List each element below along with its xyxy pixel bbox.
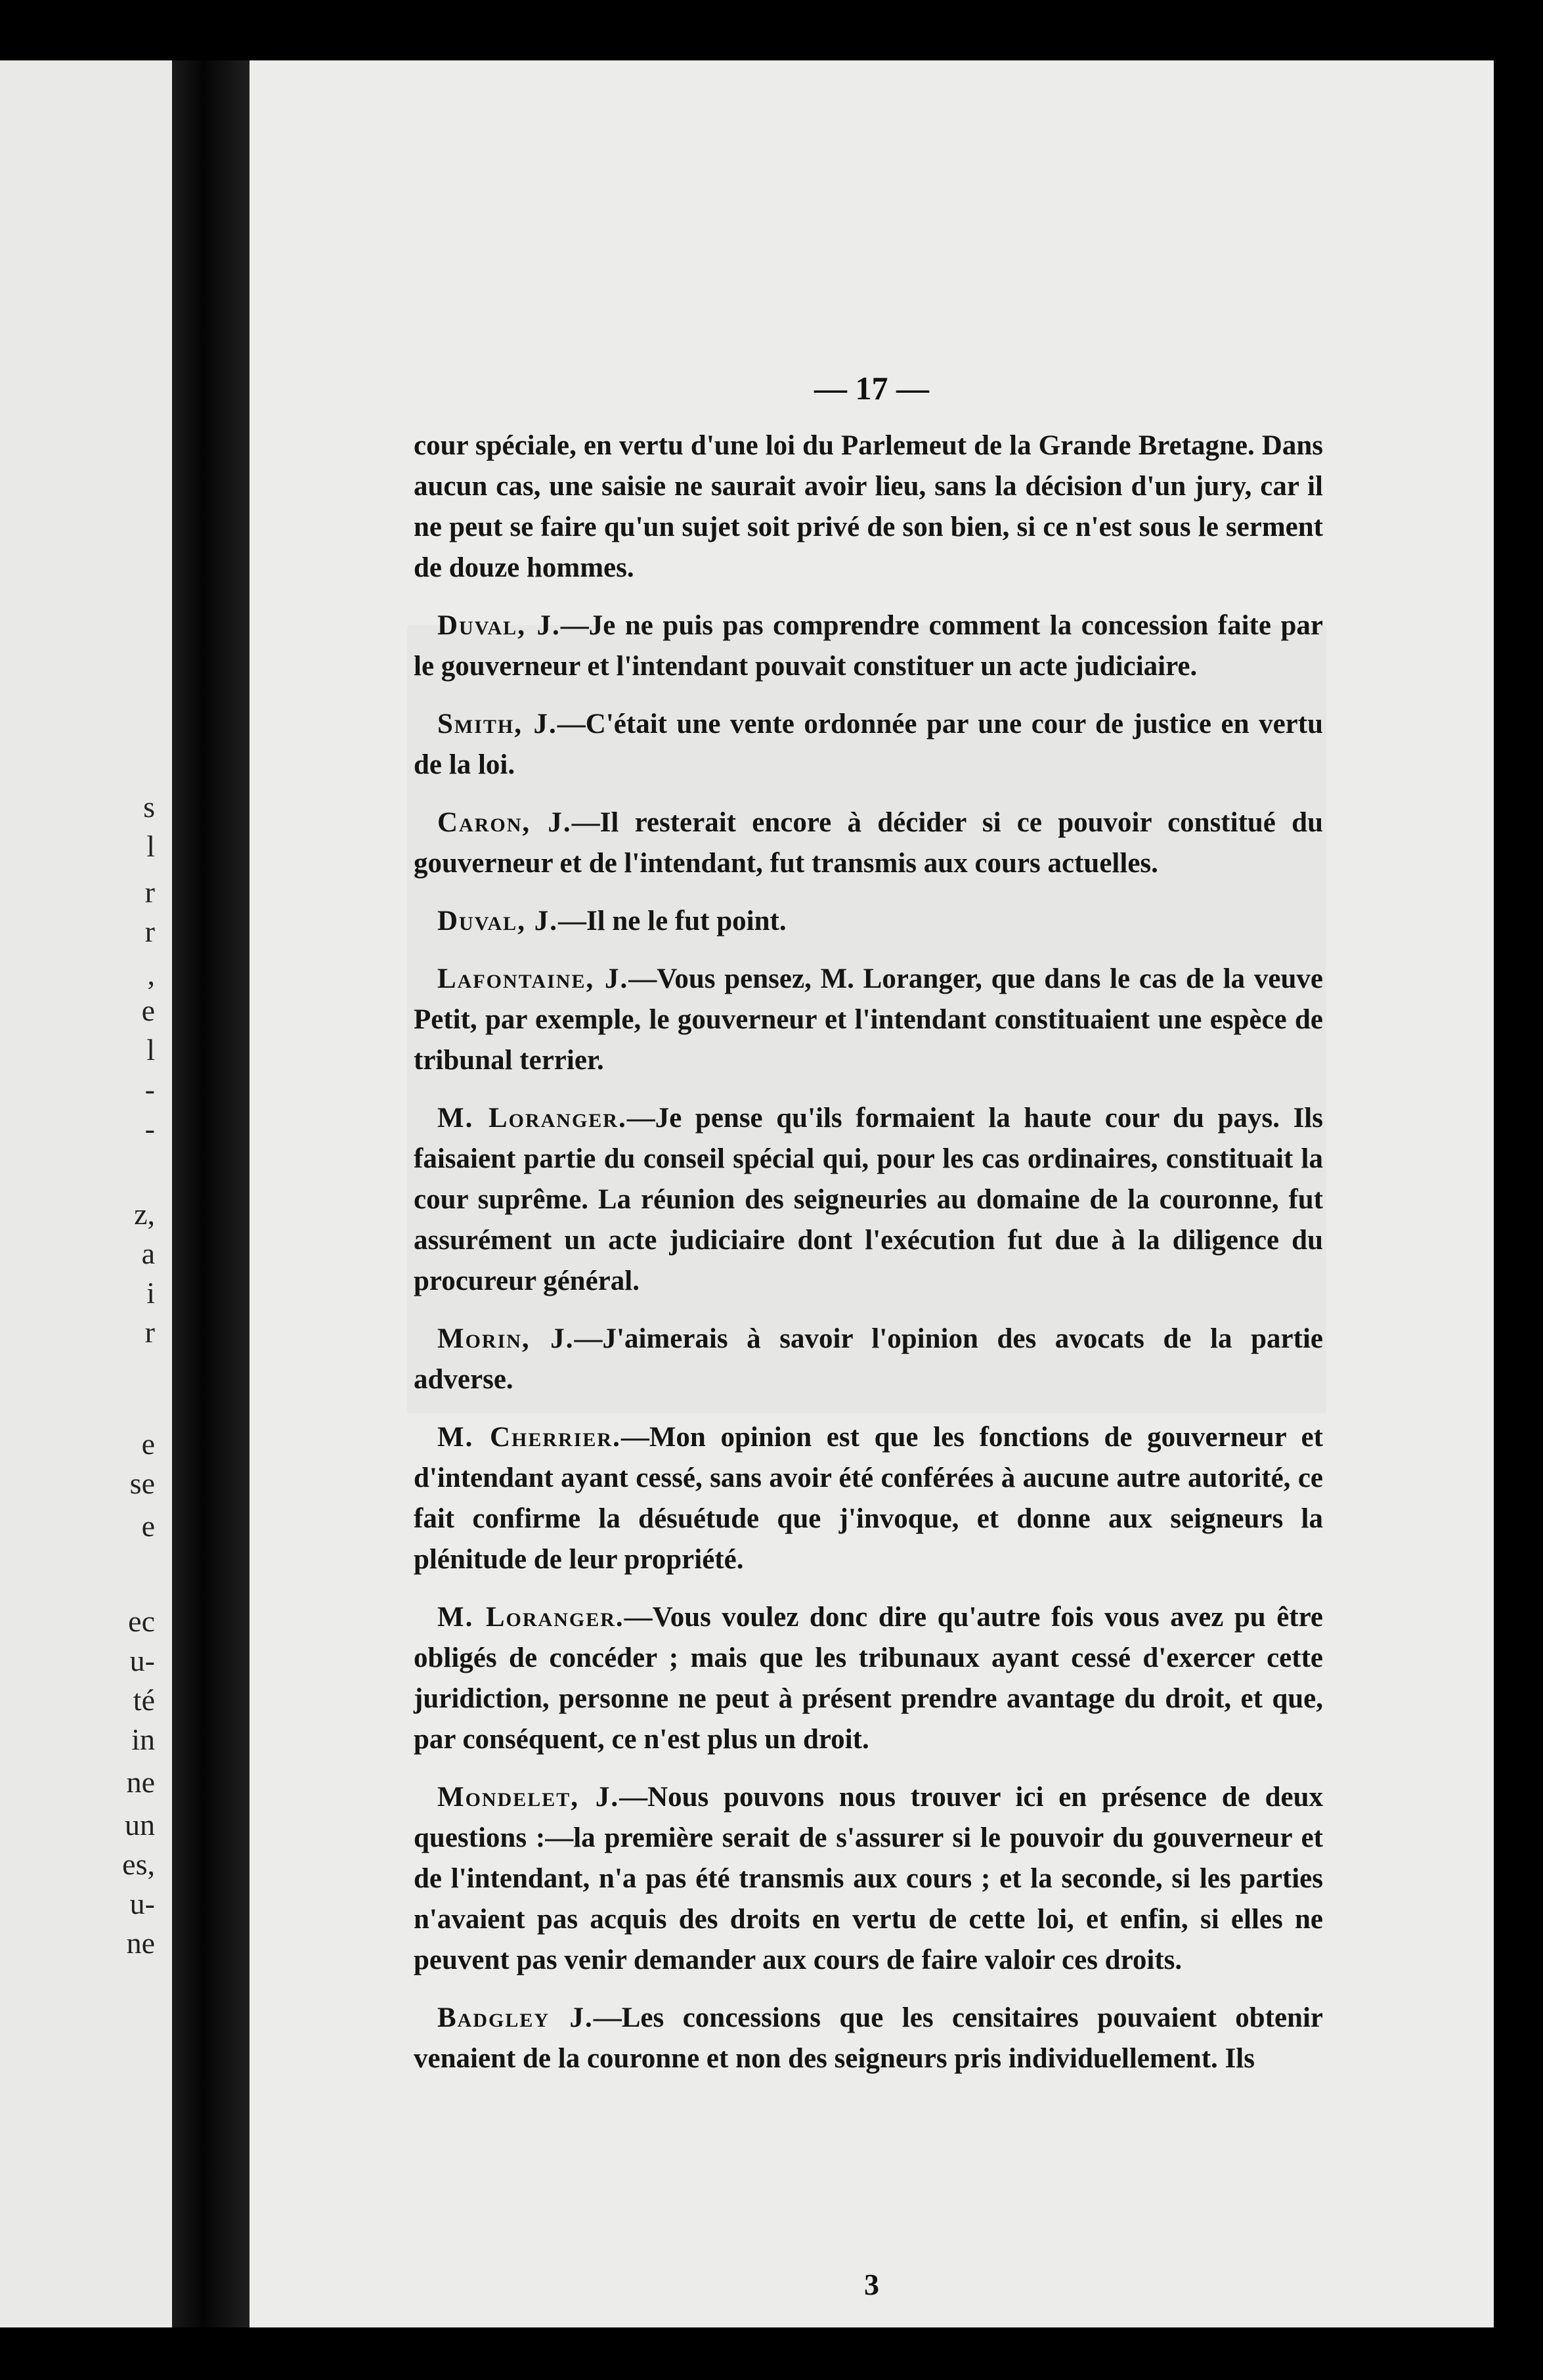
- signature-mark: 3: [864, 2268, 879, 2301]
- speaker-name: M. Loranger.: [437, 1602, 624, 1633]
- paragraph: [414, 1417, 1323, 1580]
- book-page: [250, 60, 1494, 2327]
- fragment-text: l: [146, 829, 155, 863]
- fragment-text: -: [144, 1072, 155, 1106]
- speaker-name: M. Loranger.: [437, 1103, 627, 1134]
- paragraph-text: —Les concessions que les censitaires pouvaient obtenir venaient de la couronne et non des seigneurs pris individuellement. Ils: [414, 2002, 1323, 2074]
- paragraph-text: —Je pense qu'ils formaient la haute cour du pays. Ils faisaient partie du conseil spécial qui, pour les cas ordinaires, constituait la cour suprême. La réunion des seigneuries au domaine de la couronne, fut assurément un acte judiciaire dont l'exécution fut due à la diligence du procureur général.: [414, 1103, 1323, 1296]
- facing-page-fragment: [0, 60, 172, 2327]
- fragment-text: se: [129, 1466, 155, 1500]
- speaker-name: Lafontaine, J.: [437, 963, 629, 994]
- paragraph-text: —Il resterait encore à décider si ce pouvoir constitué du gouverneur et de l'intendant, fut transmis aux cours actuelles.: [414, 807, 1323, 879]
- speaker-name: Morin, J.: [437, 1323, 575, 1354]
- paragraph: [414, 1998, 1323, 2079]
- speaker-name: Duval, J.: [437, 610, 561, 641]
- fragment-text: un: [125, 1808, 155, 1841]
- fragment-text: r: [144, 875, 155, 909]
- page-number: — 17 —: [814, 370, 929, 407]
- paragraph: [414, 901, 1323, 942]
- fragment-text: i: [146, 1276, 155, 1310]
- paragraph-text: —J'aimerais à savoir l'opinion des avocats de la partie adverse.: [414, 1323, 1323, 1395]
- fragment-text: r: [144, 1315, 155, 1349]
- paragraph: [414, 1777, 1323, 1981]
- fragment-text: es,: [122, 1847, 155, 1881]
- speaker-name: M. Cherrier.: [437, 1422, 621, 1453]
- fragment-text: r: [144, 915, 155, 948]
- paragraph-text: —C'était une vente ordonnée par une cour de justice en vertu de la loi.: [414, 709, 1323, 780]
- book-gutter: [172, 60, 250, 2327]
- paragraph-text: cour spéciale, en vertu d'une loi du Parlemeut de la Grande Bretagne. Dans aucun cas, une saisie ne saurait avoir lieu, sans la décision d'un jury, car il ne peut se faire qu'un sujet soit privé de son bien, si ce n'est sous le serment de douze hommes.: [414, 430, 1323, 583]
- fragment-text: a: [141, 1237, 155, 1270]
- paragraph-text: —Je ne puis pas comprendre comment la concession faite par le gouverneur et l'intendant pouvait constituer un acte judiciaire.: [414, 610, 1323, 682]
- fragment-text: e: [141, 1509, 155, 1543]
- paragraph: [414, 426, 1323, 588]
- fragment-text: ne: [126, 1765, 155, 1799]
- fragment-text: ec: [128, 1604, 155, 1638]
- fragment-text: z,: [134, 1197, 155, 1231]
- speaker-name: Caron, J.: [437, 807, 572, 838]
- paragraph: [414, 1319, 1323, 1400]
- fragment-text: -: [144, 1112, 155, 1145]
- fragment-text: u-: [129, 1644, 155, 1677]
- paragraph-text: —Vous voulez donc dire qu'autre fois vous avez pu être obligés de concéder ; mais que les tribunaux ayant cessé d'exercer cette juridiction, personne ne peut à présent prendre avantage du droit, et que, par conséquent, ce n'est plus un droit.: [414, 1602, 1324, 1755]
- fragment-text: té: [133, 1683, 155, 1717]
- scan-border: [1494, 60, 1543, 2327]
- fragment-text: u-: [129, 1887, 155, 1920]
- paragraph: [414, 1098, 1323, 1302]
- paragraph: [414, 704, 1323, 785]
- paragraph: [414, 959, 1323, 1081]
- fragment-text: e: [141, 994, 155, 1027]
- paragraph-text: —Il ne le fut point.: [557, 906, 787, 937]
- paragraph: [414, 1597, 1323, 1760]
- fragment-text: ne: [126, 1926, 155, 1960]
- fragment-text: l: [146, 1033, 155, 1067]
- fragment-text: ,: [147, 958, 155, 991]
- paragraph: [414, 803, 1323, 884]
- paragraph-text: —Vous pensez, M. Loranger, que dans le cas de la veuve Petit, par exemple, le gouverneur et l'intendant constituaient une espèce de tribunal terrier.: [414, 963, 1323, 1076]
- fragment-text: s: [143, 790, 155, 824]
- speaker-name: Mondelet, J.: [437, 1782, 620, 1813]
- paragraph-text: —Nous pouvons nous trouver ici en présence de deux questions :—la première serait de s'assurer si le pouvoir du gouverneur et de l'intendant, n'a pas été transmis aux cours ; et la seconde, si les parties n'avaient pas acquis des droits en vertu de cette loi, et enfin, si elles ne peuvent pas venir demander aux cours de faire valoir ces droits.: [414, 1782, 1324, 1975]
- body-text: [414, 426, 1323, 2096]
- fragment-text: e: [141, 1427, 155, 1461]
- paragraph-text: —Mon opinion est que les fonctions de gouverneur et d'intendant ayant cessé, sans avoir été conférées à aucune autre autorité, ce fait confirme la désuétude que j'invoque, et donne aux seigneurs la plénitude de leur propriété.: [414, 1422, 1323, 1575]
- paragraph: [414, 606, 1323, 687]
- fragment-text: in: [131, 1723, 155, 1756]
- speaker-name: Smith, J.: [437, 709, 557, 739]
- speaker-name: Badgley J.: [437, 2002, 594, 2033]
- speaker-name: Duval, J.: [437, 906, 558, 937]
